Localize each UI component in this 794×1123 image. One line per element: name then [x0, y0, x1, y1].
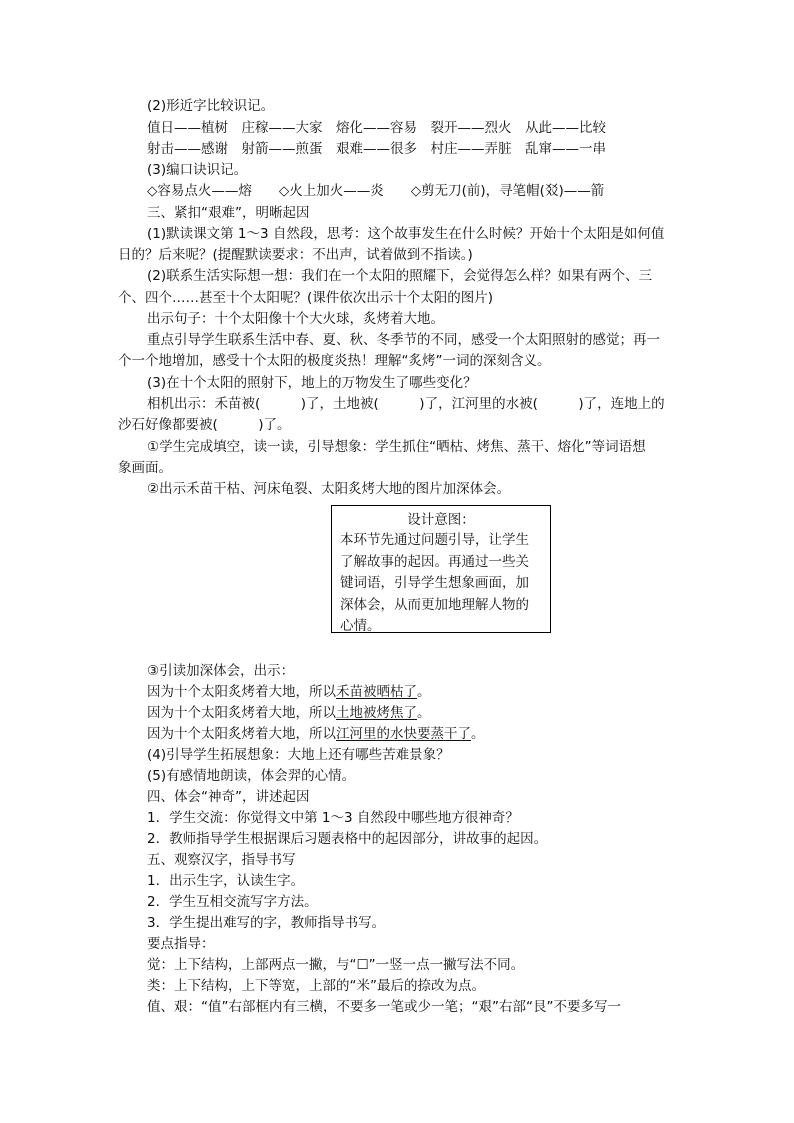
text-line: 1．学生交流：你觉得文中第 1～3 自然段中哪些地方很神奇？ — [147, 810, 519, 826]
text-line: 射击——感谢 射箭——煎蛋 艰难——很多 村庄——弄脏 乱窜——一串 — [147, 141, 606, 157]
text-line: 3．学生提出难写的字，教师指导书写。 — [147, 915, 386, 931]
text-line: (2)联系生活实际想一想：我们在一个太阳的照耀下，会觉得怎么样？如果有两个、三 — [147, 268, 653, 284]
section-heading: 四、体会“神奇”，讲述起因 — [147, 789, 310, 805]
read-underlined-phrase: 土地被烤焦了 — [336, 705, 417, 721]
text-line: 值日——植树 庄稼——大家 熔化——容易 裂开——烈火 从此——比较 — [147, 120, 606, 136]
text-line: 相机出示：禾苗被( )了，土地被( )了，江河里的水被( )了，连地上的 — [147, 396, 665, 412]
text-line: 觉：上下结构，上部两点一撇，与“☐”一竖一点一撇写法不同。 — [147, 957, 525, 973]
text-line: (2)形近字比较识记。 — [147, 98, 275, 114]
text-line: 沙石好像都要被( )了。 — [118, 417, 291, 433]
design-intent-body: 本环节先通过问题引导，让学生了解故事的起因。再通过一些关键词语，引导学生想象画面，加深体会，从而更加地理解人物的心情。 — [340, 532, 529, 634]
section-heading: 三、紧扣“艰难”，明晰起因 — [147, 205, 310, 221]
text-line: 2．教师指导学生根据课后习题表格中的起因部分，讲故事的起因。 — [147, 831, 548, 847]
text-line: 出示句子：十个太阳像十个大火球，炙烤着大地。 — [147, 311, 444, 327]
text-line: 象画面。 — [118, 460, 172, 476]
read-prefix: 因为十个太阳炙烤着大地，所以 — [147, 684, 336, 700]
text-line: (3)在十个太阳的照射下，地上的万物发生了哪些变化？ — [147, 375, 477, 391]
read-end: 。 — [417, 684, 431, 700]
read-underlined-phrase: 江河里的水快要蒸干了 — [336, 726, 471, 742]
read-sentence — [147, 703, 707, 723]
text-line: 类：上下结构，上下等宽，上部的“米”最后的捺改为点。 — [147, 978, 485, 994]
text-line: (3)编口诀识记。 — [147, 162, 248, 178]
text-line: 个一个地增加，感受十个太阳的极度炎热！理解“炙烤”一词的深刻含义。 — [118, 353, 551, 369]
text-line: ②出示禾苗干枯、河床龟裂、太阳炙烤大地的图片加深体会。 — [147, 481, 511, 497]
text-line: 重点引导学生联系生活中春、夏、秋、冬季节的不同，感受一个太阳照射的感觉；再一 — [147, 332, 660, 348]
read-prefix: 因为十个太阳炙烤着大地，所以 — [147, 705, 336, 721]
section-heading: 五、观察汉字，指导书写 — [147, 852, 296, 868]
text-line: (5)有感情地朗读，体会羿的心情。 — [147, 768, 356, 784]
design-intent-title: 设计意图： — [407, 512, 475, 528]
text-line: 1．出示生字，认读生字。 — [147, 873, 305, 889]
read-underlined-phrase: 禾苗被晒枯了 — [336, 684, 417, 700]
text-line: (4)引导学生拓展想象：大地上还有哪些苦难景象？ — [147, 747, 450, 763]
read-sentence — [147, 724, 707, 744]
text-line: 值、艰：“值”右部框内有三横，不要多一笔或少一笔；“艰”右部“艮”不要多写一 — [147, 999, 621, 1015]
text-line: ③引读加深体会，出示： — [147, 663, 295, 679]
read-sentence — [147, 682, 707, 702]
read-prefix: 因为十个太阳炙烤着大地，所以 — [147, 726, 336, 742]
text-line: 2．学生互相交流写字方法。 — [147, 894, 318, 910]
text-line: 日的？后来呢？(提醒默读要求：不出声，试着做到不指读。) — [118, 247, 473, 263]
read-end: 。 — [471, 726, 485, 742]
text-line: 要点指导： — [147, 936, 215, 952]
design-intent-box — [331, 505, 551, 633]
text-line: (1)默读课文第 1～3 自然段，思考：这个故事发生在什么时候？开始十个太阳是如何值 — [147, 226, 665, 242]
text-line: 个、四个……甚至十个太阳呢？(课件依次出示十个太阳的图片) — [118, 290, 494, 306]
read-end: 。 — [417, 705, 431, 721]
text-line: ◇容易点火——熔 ◇火上加火——炎 ◇剪无刀(前)，寻笔帽(㸚)——箭 — [147, 183, 605, 199]
text-line: ①学生完成填空，读一读，引导想象：学生抓住“晒枯、烤焦、蒸干、熔化”等词语想 — [147, 439, 646, 455]
